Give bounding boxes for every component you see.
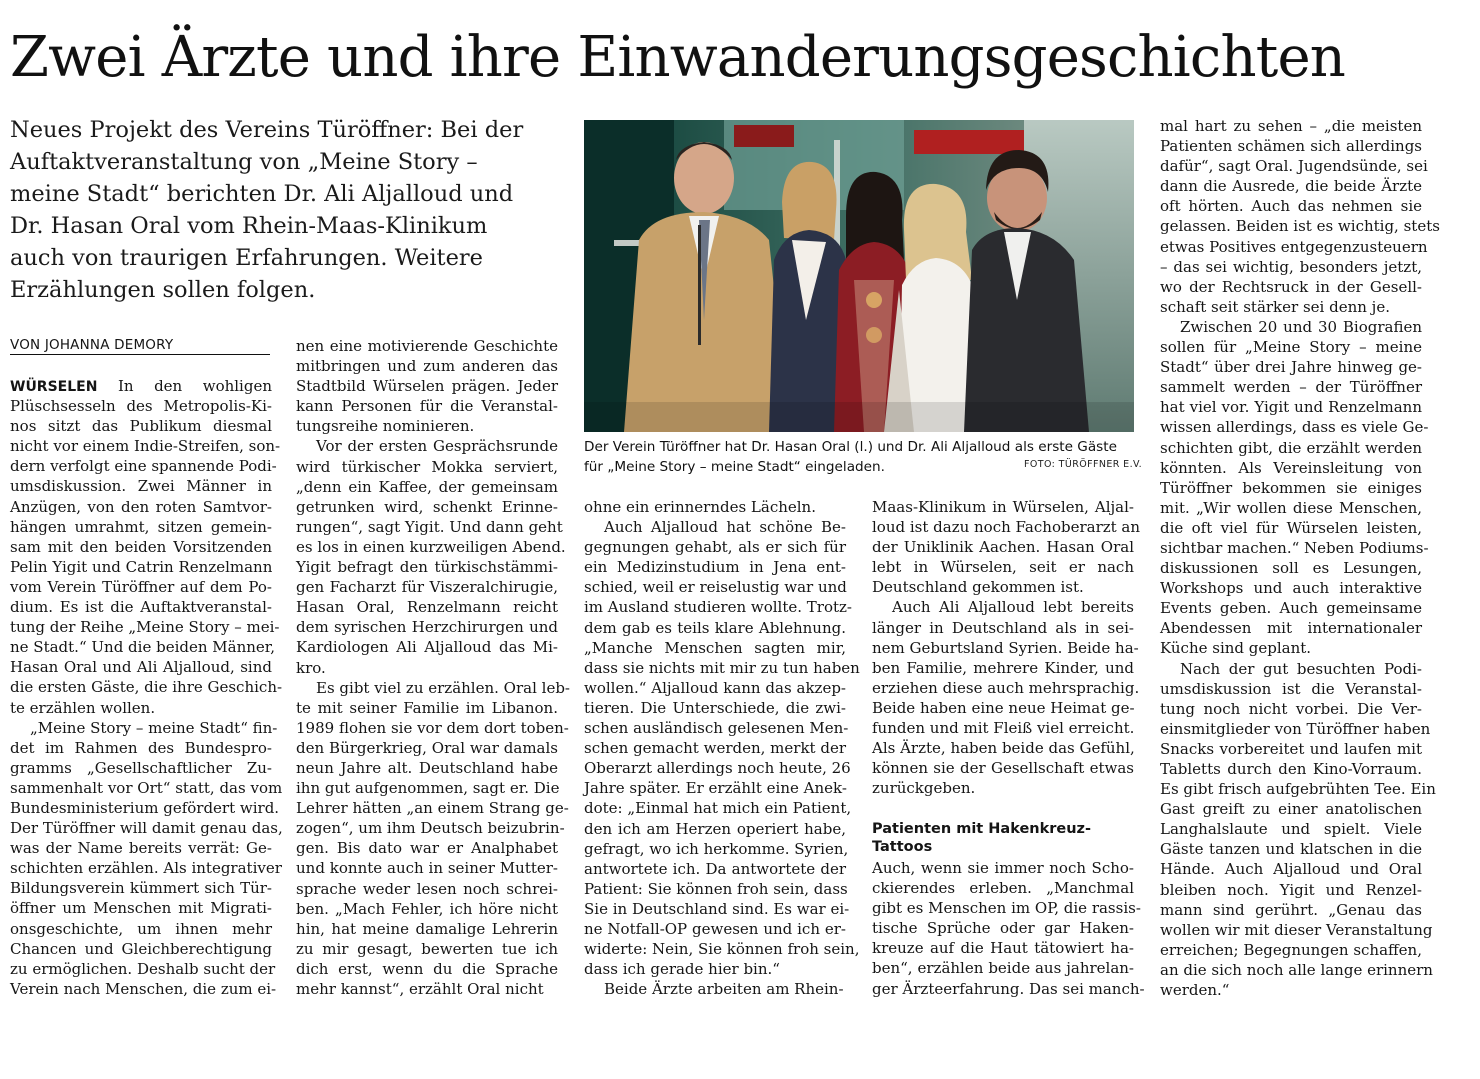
headline: Zwei Ärzte und ihre Einwanderungsgeschichten [10, 25, 1346, 90]
text-line: könnten. Als Vereinsleitung von [1160, 458, 1422, 477]
text-line: können sie der Gesellschaft etwas [872, 759, 1134, 778]
text-line: sam mit den beiden Vorsitzenden [10, 537, 272, 556]
text-line: Sie in Deutschland sind. Es war ei- [584, 899, 850, 918]
text-line: sammelt werden – der Türöffner [1160, 378, 1422, 397]
text-line: te erzählen wollen. [10, 698, 156, 717]
text-line: tung noch nicht vorbei. Die Ver- [1160, 699, 1422, 718]
text-line: nicht vor einem Indie-Streifen, son- [10, 437, 281, 456]
text-line: gramms „Gesellschaftlicher Zu- [10, 758, 272, 777]
text-line: hat viel vor. Yigit und Renzelmann [1160, 398, 1422, 417]
text-line: kann Personen für die Veranstal- [296, 397, 558, 416]
text-line: dem syrischen Herzchirurgen und [296, 618, 558, 637]
text-line: gefragt, wo ich herkomme. Syrien, [584, 839, 849, 858]
text-line: Auch Ali Aljalloud lebt bereits [892, 598, 1134, 617]
text-line: umsdiskussion ist die Veranstal- [1160, 679, 1422, 698]
text-line: mit. „Wir wollen diese Menschen, [1160, 498, 1422, 517]
text-line: öffner um Menschen mit Migrati- [10, 899, 272, 918]
text-line: dass sie nichts mit mir zu tun haben [584, 658, 860, 677]
text-line: ben“, erzählen beide aus jahrelan- [872, 959, 1134, 978]
text-line: dann die Ausrede, die beide Ärzte [1160, 177, 1422, 196]
article-column-5 [1160, 116, 1440, 1000]
article-photo [584, 120, 1134, 432]
text-line: Stadtbild Würselen prägen. Jeder [296, 377, 558, 396]
text-line: te mit seiner Familie im Libanon. [296, 698, 558, 717]
text-line: 1989 flohen sie vor dem dort toben- [296, 718, 569, 737]
text-line: dote: „Einmal hat mich ein Patient, [584, 799, 852, 818]
text-line: nem Geburtsland Syrien. Beide ha- [872, 638, 1139, 657]
text-line: Es gibt viel zu erzählen. Oral leb- [316, 678, 571, 697]
text-line: Anzügen, von den roten Samtvor- [10, 497, 272, 516]
text-line: Hasan Oral, Renzelmann reicht [296, 598, 558, 617]
text-line: ne Notfall-OP gewesen und ich er- [584, 919, 846, 938]
text-line: mann sind gerührt. „Genau das [1160, 900, 1422, 919]
deck-line: Erzählungen sollen folgen. [10, 277, 316, 303]
text-line: Auch, wenn sie immer noch Scho- [872, 859, 1134, 877]
article-column-2 [296, 336, 571, 999]
text-line: Langhalslaute und spielt. Viele [1160, 820, 1422, 839]
text-line: gegnungen gehabt, als er sich für [584, 538, 846, 557]
text-line: Vor der ersten Gesprächsrunde [316, 437, 558, 456]
text-line: wird türkischer Mokka serviert, [296, 457, 558, 476]
text-line: tung der Reihe „Meine Story – mei- [10, 618, 280, 637]
text-line: vom Verein Türöffner auf dem Po- [10, 577, 272, 596]
text-line: Als Ärzte, haben beide das Gefühl, [872, 739, 1135, 758]
text-line: Deutschland gekommen ist. [872, 578, 1084, 597]
deck-line: auch von traurigen Erfahrungen. Weitere [10, 245, 483, 271]
text-line: ben Familie, mehrere Kinder, und [872, 658, 1134, 677]
text-line: dafür“, sagt Oral. Jugendsünde, sei [1160, 157, 1428, 176]
text-line: zogen“, um ihm Deutsch beizubrin- [296, 819, 565, 838]
text-line: loud ist dazu noch Fachoberarzt an [872, 518, 1141, 537]
text-line: den ich am Herzen operiert habe, [584, 819, 846, 838]
text-line: im Ausland studieren wollte. Trotz- [584, 598, 853, 617]
caption-line: für „Meine Story – meine Stadt“ eingeladen. [584, 459, 885, 475]
text-line: was der Name bereits verrät: Ge- [10, 839, 272, 858]
text-line: Oberarzt allerdings noch heute, 26 [584, 759, 851, 778]
text-line: kreuze auf die Haut tätowiert ha- [872, 939, 1134, 958]
text-line: tische Sprüche oder gar Haken- [872, 919, 1134, 938]
text-line: werden.“ [1160, 981, 1230, 1000]
text-line: schichten gibt, die erzählt werden [1160, 438, 1422, 457]
text-line: gen Facharzt für Viszeralchirugie, [296, 578, 558, 597]
text-line: wollen wir mit dieser Veranstaltung [1160, 920, 1433, 939]
text-line: ein Medizinstudium in Jena ent- [584, 558, 846, 577]
text-line: dern verfolgt eine spannende Podi- [10, 457, 277, 476]
text-line: ger Ärzteerfahrung. Das sei manch- [872, 979, 1145, 998]
text-line: Yigit befragt den türkischstämmi- [296, 558, 558, 577]
text-line: Es gibt frisch aufgebrühten Tee. Ein [1160, 780, 1436, 799]
text-line: lebt in Würselen, seit er nach [872, 558, 1134, 577]
text-line: widerte: Nein, Sie können froh sein, [584, 940, 860, 959]
text-line: mitbringen und zum anderen das [296, 357, 558, 376]
text-line: neun Jahre alt. Deutschland habe [296, 758, 558, 777]
text-line: hin, hat meine damalige Lehrerin [296, 919, 558, 938]
text-line: dem gab es teils klare Ablehnung. [584, 618, 846, 637]
text-line: Verein nach Menschen, die zum ei- [10, 979, 277, 998]
text-line: Events geben. Auch gemeinsame [1160, 599, 1422, 618]
text-line: wo der Rechtsruck in der Gesell- [1160, 277, 1422, 296]
article-column-4-top [872, 497, 1141, 798]
text-line: sichtbar machen.“ Neben Podiums- [1160, 538, 1429, 557]
text-line: hängen umrahmt, sitzen gemein- [10, 517, 272, 536]
text-line: dich erst, wenn du die Sprache [296, 959, 558, 978]
caption-line: Der Verein Türöffner hat Dr. Hasan Oral (l.) und Dr. Ali Aljalloud als erste Gäste [584, 439, 1117, 455]
text-line: Gäste tanzen und klatschen in die [1160, 840, 1422, 859]
text-line: Tabletts durch den Kino-Vorraum. [1160, 760, 1422, 778]
text-line: onsgeschichte, um ihnen mehr [10, 919, 272, 938]
text-line: zu mir gesagt, bewerten tue ich [296, 939, 558, 958]
text-line: zu ermöglichen. Deshalb sucht der [10, 959, 276, 978]
text-line: getrunken wird, schenkt Erinne- [296, 497, 558, 516]
text-line: Lehrer hätten „an einem Strang ge- [296, 799, 569, 818]
text-line: schaft seit stärker sei denn je. [1160, 297, 1390, 316]
text-line: „Meine Story – meine Stadt“ fin- [30, 718, 278, 737]
text-line: funden und mit Fleiß viel erreicht. [872, 719, 1135, 738]
text-line: an die sich noch alle lange erinnern [1160, 960, 1433, 979]
text-line: ckierendes erleben. „Manchmal [872, 879, 1134, 898]
text-line: wissen allerdings, dass es viele Ge- [1160, 418, 1429, 437]
text-line: gelassen. Beiden ist es wichtig, stets [1160, 217, 1440, 236]
text-line: die oft viel für Würselen leisten, [1160, 518, 1422, 537]
text-line: ne Stadt.“ Und die beiden Männer, [10, 638, 276, 657]
text-line: bleiben noch. Yigit und Renzel- [1160, 880, 1422, 899]
text-line: Nach der gut besuchten Podi- [1180, 659, 1422, 678]
text-line: dass ich gerade hier bin.“ [584, 960, 780, 979]
text-line: und konnte auch in seiner Mutter- [296, 859, 558, 878]
section-subheading: Patienten mit Hakenkreuz-Tattoos [872, 821, 1092, 855]
text-line: diskussionen soll es Lesungen, [1160, 559, 1422, 578]
article-column-1 [10, 376, 283, 999]
deck-line: Auftaktveranstaltung von „Meine Story – [10, 149, 478, 175]
text-line: zurückgeben. [872, 779, 976, 798]
text-line: schen ausländisch gelesenen Men- [584, 719, 849, 738]
photo-caption [584, 437, 1136, 477]
text-line: Küche sind geplant. [1160, 639, 1312, 658]
group-photo-illustration [584, 120, 1134, 432]
text-line: antwortete ich. Da antwortete der [584, 859, 846, 878]
article-column-4-bottom [872, 858, 1145, 999]
text-line: wollen.“ Aljalloud kann das akzep- [584, 678, 846, 697]
text-line: „Manche Menschen sagten mir, [584, 638, 846, 657]
text-line: Patient: Sie können froh sein, dass [584, 879, 848, 898]
text-line: Beide Ärzte arbeiten am Rhein- [604, 980, 844, 999]
text-line: det im Rahmen des Bundespro- [10, 738, 272, 757]
text-line: Workshops und auch interaktive [1160, 579, 1422, 598]
deck-line: Dr. Hasan Oral vom Rhein-Maas-Klinikum [10, 213, 488, 239]
photo-credit: FOTO: TÜRÖFFNER E.V. [1024, 459, 1143, 470]
text-line: schen gemacht werden, merkt der [584, 739, 846, 758]
text-line: der Uniklinik Aachen. Hasan Oral [872, 538, 1134, 557]
text-line: „denn ein Kaffee, der gemeinsam [296, 477, 558, 496]
text-line: erreichen; Begegnungen schaffen, [1160, 940, 1422, 959]
text-line: Beide haben eine neue Heimat ge- [872, 698, 1135, 717]
text-line: ihn gut aufgenommen, sagt er. Die [296, 779, 560, 798]
text-line: gen. Bis dato war er Analphabet [296, 839, 558, 858]
text-line: – das sei wichtig, besonders jetzt, [1160, 257, 1422, 276]
text-line: tungsreihe nominieren. [296, 417, 475, 436]
text-line: Bildungsverein kümmert sich Tür- [10, 879, 272, 898]
text-line: es los in einen kurzweiligen Abend. [296, 537, 566, 556]
deck-line: Neues Projekt des Vereins Türöffner: Bei der [10, 117, 524, 143]
dateline: WÜRSELEN [10, 379, 98, 395]
text-line-rest: In den wohligen [97, 377, 272, 395]
text-line: tieren. Die Unterschiede, die zwi- [584, 698, 846, 717]
text-line: ben. „Mach Fehler, ich höre nicht [296, 899, 558, 918]
text-line: mehr kannst“, erzählt Oral nicht [296, 980, 544, 998]
text-line: rungen“, sagt Yigit. Und dann geht [296, 517, 563, 536]
text-line: Gast greift zu einer anatolischen [1160, 800, 1422, 819]
text-line: oft hörten. Auch das nehmen sie [1160, 197, 1422, 216]
text-line: Der Türöffner will damit genau das, [10, 819, 283, 838]
text-line: erziehen diese auch mehrsprachig. [872, 678, 1140, 697]
text-line: sollen für „Meine Story – meine [1160, 338, 1422, 357]
text-line: länger in Deutschland als in sei- [872, 618, 1134, 637]
deck-subtitle [10, 114, 570, 306]
article-column-3 [584, 497, 860, 999]
text-line: Kardiologen Ali Aljalloud das Mi- [296, 638, 558, 657]
text-line: Abendessen mit internationaler [1160, 619, 1422, 638]
text-line: schied, weil er reiselustig war und [584, 578, 847, 597]
text-line: gibt es Menschen im OP, die rassis- [872, 899, 1141, 918]
text-line: dium. Es ist die Auftaktveranstal- [10, 598, 272, 617]
text-line: Jahre später. Er erzählt eine Anek- [584, 779, 847, 798]
text-line: Auch Aljalloud hat schöne Be- [604, 518, 846, 537]
text-line: nos sitzt das Publikum diesmal [10, 417, 272, 436]
text-line: sprache weder lesen noch schrei- [296, 879, 558, 898]
text-line: einsmitglieder von Türöffner haben [1160, 719, 1431, 738]
text-line: mal hart zu sehen – „die meisten [1160, 117, 1422, 135]
text-line: Patienten schämen sich allerdings [1160, 137, 1422, 156]
deck-line: meine Stadt“ berichten Dr. Ali Aljalloud und [10, 181, 514, 207]
text-line: den Bürgerkrieg, Oral war damals [296, 738, 558, 757]
text-line: Zwischen 20 und 30 Biografien [1180, 317, 1422, 336]
text-line: Bundesministerium gefördert wird. [10, 798, 280, 817]
text-line: Hasan Oral und Ali Aljalloud, sind [10, 658, 272, 677]
text-line: schichten erzählen. Als integrativer [10, 859, 282, 878]
text-line: etwas Positives entgegenzusteuern [1160, 237, 1428, 256]
text-line: umsdiskussion. Zwei Männer in [10, 477, 272, 496]
text-line: ohne ein erinnerndes Lächeln. [584, 498, 816, 516]
text-line: kro. [296, 658, 326, 677]
text-line: Türöffner bekommen sie einiges [1160, 478, 1422, 497]
text-line: sammenhalt vor Ort“ statt, das vom [10, 778, 283, 797]
text-line: Pelin Yigit und Catrin Renzelmann [10, 557, 273, 576]
text-line: Plüschsesseln des Metropolis-Ki- [10, 397, 272, 416]
text-line: Chancen und Gleichberechtigung [10, 939, 272, 958]
text-line: Hände. Auch Aljalloud und Oral [1160, 860, 1422, 879]
text-line [10, 376, 272, 396]
text-line: Snacks vorbereitet und laufen mit [1160, 739, 1422, 758]
text-line: Maas-Klinikum in Würselen, Aljal- [872, 498, 1134, 516]
byline: VON JOHANNA DEMORY [10, 336, 270, 355]
text-line: nen eine motivierende Geschichte [296, 337, 558, 355]
text-line: Stadt“ über drei Jahre hinweg ge- [1160, 358, 1422, 377]
text-line: die ersten Gäste, die ihre Geschich- [10, 678, 283, 697]
